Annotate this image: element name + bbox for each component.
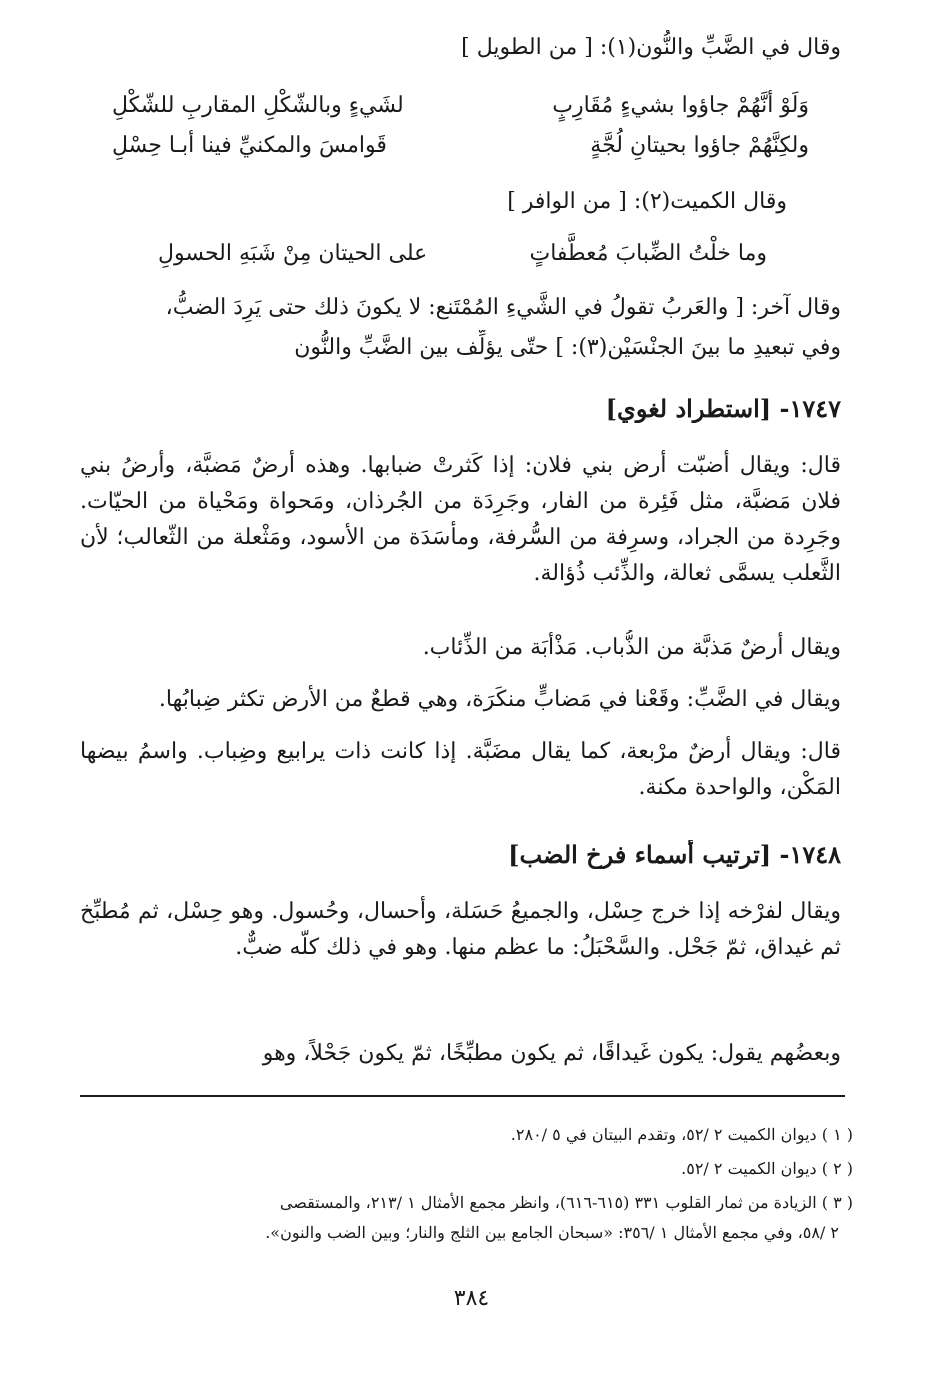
section-heading-1748: ١٧٤٨- [ترتيب أسماء فرخ الضب] (508, 840, 841, 869)
kumait-second-hemistich: على الحيتان مِنْ شَبَهِ الحسولِ (158, 241, 428, 266)
kumait-intro: وقال الكميت(٢): [ من الوافر ] (507, 189, 787, 214)
section-1747-paragraph-4: قال: ويقال أرضٌ مرْبعة، كما يقال مضَبَّة. إذا كانت ذات يرابيع وضِباب. واسمُ بيضها المَكْن، والواحدة مكنة. (80, 739, 841, 800)
footnote-1: ( ١ ) ديوان الكميت ٢ /٥٢، وتقدم البيتان في ٥ /٢٨٠. (510, 1125, 853, 1144)
verse-1-second-hemistich: لشَيءٍ وبالشّكْلِ المقاربِ للشّكْلِ (112, 93, 404, 118)
verse-2-second-hemistich: قَوامسَ والمكنيِّ فينا أبـا حِسْلِ (112, 133, 387, 158)
proverb-line-2: وفي تبعيدِ ما بينَ الجنْسَيْن(٣): ] حتّى يؤلِّف بين الضَّبِّ والنُّون (294, 335, 841, 360)
section-1747-paragraph-3: ويقال في الضَّبِّ: وقَعْنا في مَضابٍّ منكَرَة، وهي قطعٌ من الأرض تكثر ضِبابُها. (158, 687, 841, 712)
proverb-line-1: وقال آخر: [ والعَربُ تقولُ في الشَّيءِ المُمْتَنع: لا يكونَ ذلك حتى يَرِدَ الضبُّ، (165, 295, 841, 320)
footnote-2: ( ٢ ) ديوان الكميت ٢ /٥٢. (681, 1159, 853, 1178)
section-heading-1747: ١٧٤٧- [استطراد لغوي] (605, 394, 841, 423)
section-1748-paragraph-2: وبعضُهم يقول: يكون غَيداقًا، ثم يكون مطبِّخًا، ثمّ يكون جَحْلاً، وهو (262, 1041, 841, 1066)
verse-2-first-hemistich: ولكِنَّهُمْ جاؤوا بحيتانِ لُجَّةٍ (590, 133, 809, 158)
kumait-first-hemistich: وما خلْتُ الضِّبابَ مُعطَّفاتٍ (529, 241, 767, 266)
section-1747-paragraph-2: ويقال أرضٌ مَذبَّة من الذُّباب. مَذْأبَة من الذِّئاب. (422, 635, 841, 660)
page-number: ٣٨٤ (453, 1286, 490, 1311)
verse-1-first-hemistich: وَلَوْ أنَّهُمْ جاؤوا بشيءٍ مُقَارِبٍ (552, 93, 809, 118)
intro-line: وقال في الضَّبِّ والنُّون(١): [ من الطويل ] (461, 35, 841, 60)
footnote-separator (80, 1095, 845, 1097)
footnote-3-line-1: ( ٣ ) الزيادة من ثمار القلوب ٣٣١ (٦١٥-٦١٦)، وانظر مجمع الأمثال ١ /٢١٣، والمستقصى (279, 1193, 853, 1212)
section-1748-paragraph-1: ويقال لفرْخه إذا خرج حِسْل، والجميعُ حَسَلة، وأحسال، وحُسول. وهو حِسْل، ثم مُطبِّخ ثم غيداق، ثمّ جَحْل. والسَّحْبَلُ: ما عظم منها. وهو في ذلك كلّه ضبٌّ. (80, 899, 841, 960)
section-1747-paragraph-1: قال: ويقال أضبّت أرض بني فلان: إذا كَثرتْ ضبابها. وهذه أرضٌ مَضبَّة، وأرضُ بني فلان مَضبَّة، مثل فَئِرة من الفار، وجَرِدَة من الجُرذان، ومَحواة ومَحْياة من الحيّات. وجَرِدة من الجراد، وسرِفة من السُّرفة، ومأسَدَة من الأسود، ومَثْعلة من الثّعالب؛ لأن الثَّعلب يسمَّى ثعالة، والذِّئب ذُؤالة. (80, 453, 841, 586)
footnote-3-line-2: ٢ /٥٨، وفي مجمع الأمثال ١ /٣٥٦: «سبحان الجامع بين الثلج والنار؛ وبين الضب والنون». (265, 1223, 839, 1242)
